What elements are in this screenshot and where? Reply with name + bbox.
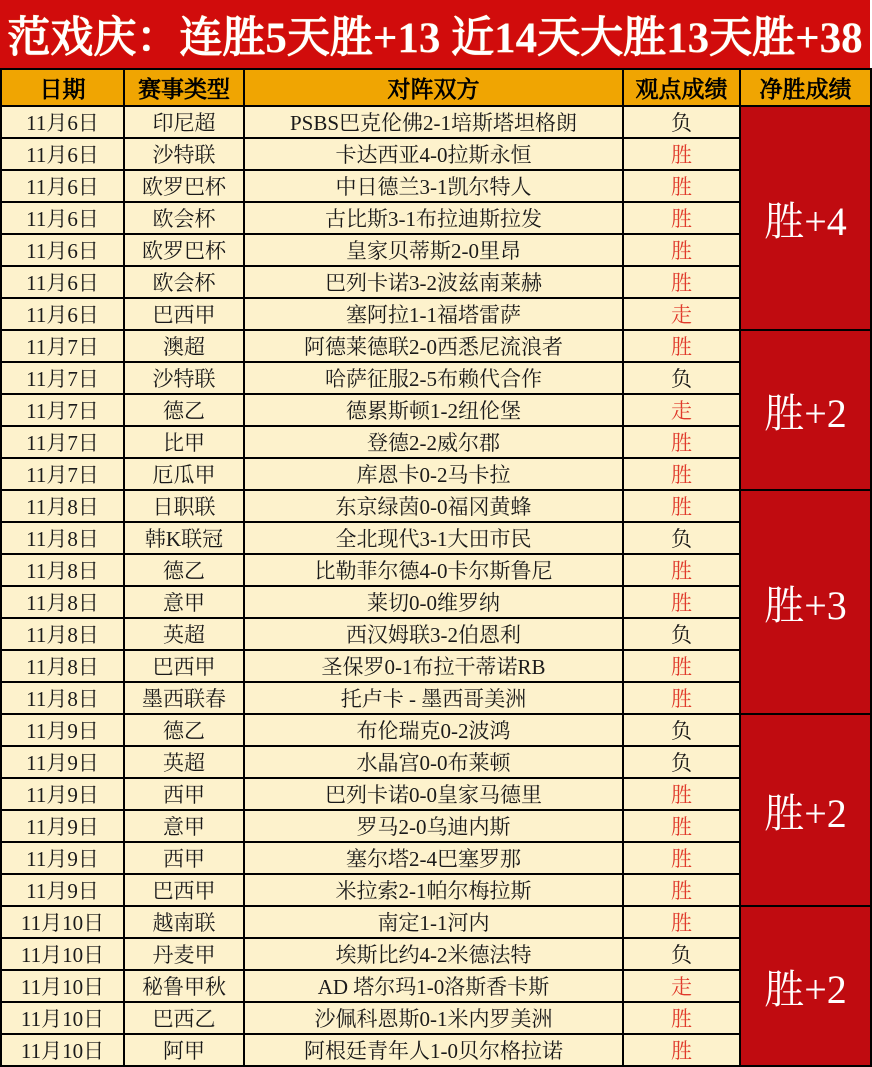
result-cell: 胜: [623, 234, 740, 266]
date-cell: 11月10日: [1, 970, 124, 1002]
table-row: [1, 714, 871, 746]
result-cell: 负: [623, 522, 740, 554]
result-cell: 胜: [623, 202, 740, 234]
league-cell: 沙特联: [124, 138, 244, 170]
match-cell: AD 塔尔玛1-0洛斯香卡斯: [244, 970, 623, 1002]
result-cell: 胜: [623, 554, 740, 586]
match-cell: 皇家贝蒂斯2-0里昂: [244, 234, 623, 266]
league-cell: 欧会杯: [124, 202, 244, 234]
column-header-match: 对阵双方: [244, 69, 623, 106]
match-cell: 卡达西亚4-0拉斯永恒: [244, 138, 623, 170]
match-cell: 巴列卡诺3-2波兹南莱赫: [244, 266, 623, 298]
date-cell: 11月10日: [1, 906, 124, 938]
column-header-date: 日期: [1, 69, 124, 106]
result-cell: 胜: [623, 810, 740, 842]
date-cell: 11月8日: [1, 650, 124, 682]
league-cell: 比甲: [124, 426, 244, 458]
league-cell: 墨西联春: [124, 682, 244, 714]
league-cell: 德乙: [124, 394, 244, 426]
league-cell: 西甲: [124, 842, 244, 874]
date-cell: 11月6日: [1, 106, 124, 138]
league-cell: 巴西乙: [124, 1002, 244, 1034]
match-cell: 库恩卡0-2马卡拉: [244, 458, 623, 490]
match-cell: 圣保罗0-1布拉干蒂诺RB: [244, 650, 623, 682]
result-cell: 负: [623, 618, 740, 650]
result-cell: 胜: [623, 266, 740, 298]
result-cell: 负: [623, 106, 740, 138]
match-cell: 阿根廷青年人1-0贝尔格拉诺: [244, 1034, 623, 1066]
date-cell: 11月7日: [1, 426, 124, 458]
league-cell: 秘鲁甲秋: [124, 970, 244, 1002]
result-cell: 走: [623, 970, 740, 1002]
league-cell: 意甲: [124, 810, 244, 842]
match-cell: 巴列卡诺0-0皇家马德里: [244, 778, 623, 810]
league-cell: 日职联: [124, 490, 244, 522]
league-cell: 英超: [124, 618, 244, 650]
date-cell: 11月6日: [1, 170, 124, 202]
date-cell: 11月9日: [1, 778, 124, 810]
league-cell: 德乙: [124, 714, 244, 746]
result-cell: 胜: [623, 842, 740, 874]
match-cell: 布伦瑞克0-2波鸿: [244, 714, 623, 746]
record-table-header: [1, 69, 871, 106]
match-cell: 东京绿茵0-0福冈黄蜂: [244, 490, 623, 522]
league-cell: 阿甲: [124, 1034, 244, 1066]
date-cell: 11月6日: [1, 234, 124, 266]
date-cell: 11月8日: [1, 522, 124, 554]
date-cell: 11月9日: [1, 746, 124, 778]
result-cell: 负: [623, 362, 740, 394]
match-cell: 沙佩科恩斯0-1米内罗美洲: [244, 1002, 623, 1034]
column-header-league: 赛事类型: [124, 69, 244, 106]
league-cell: 印尼超: [124, 106, 244, 138]
league-cell: 巴西甲: [124, 874, 244, 906]
table-row: [1, 106, 871, 138]
match-cell: 德累斯顿1-2纽伦堡: [244, 394, 623, 426]
column-header-net: 净胜成绩: [740, 69, 871, 106]
match-cell: 托卢卡 - 墨西哥美洲: [244, 682, 623, 714]
match-cell: 莱切0-0维罗纳: [244, 586, 623, 618]
table-row: [1, 490, 871, 522]
match-cell: 塞阿拉1-1福塔雷萨: [244, 298, 623, 330]
match-cell: 水晶宫0-0布莱顿: [244, 746, 623, 778]
match-cell: 罗马2-0乌迪内斯: [244, 810, 623, 842]
record-table-body: [1, 106, 871, 1066]
result-cell: 胜: [623, 458, 740, 490]
result-cell: 负: [623, 714, 740, 746]
date-cell: 11月7日: [1, 458, 124, 490]
date-cell: 11月6日: [1, 138, 124, 170]
league-cell: 韩K联冠: [124, 522, 244, 554]
match-cell: 米拉索2-1帕尔梅拉斯: [244, 874, 623, 906]
table-row: [1, 906, 871, 938]
result-cell: 走: [623, 298, 740, 330]
date-cell: 11月10日: [1, 938, 124, 970]
net-result-cell: 胜+2: [740, 330, 871, 490]
result-cell: 胜: [623, 426, 740, 458]
league-cell: 巴西甲: [124, 650, 244, 682]
result-cell: 胜: [623, 138, 740, 170]
league-cell: 丹麦甲: [124, 938, 244, 970]
result-cell: 胜: [623, 778, 740, 810]
date-cell: 11月6日: [1, 266, 124, 298]
net-result-cell: 胜+3: [740, 490, 871, 714]
league-cell: 厄瓜甲: [124, 458, 244, 490]
date-cell: 11月8日: [1, 586, 124, 618]
result-cell: 胜: [623, 586, 740, 618]
match-cell: 埃斯比约4-2米德法特: [244, 938, 623, 970]
date-cell: 11月8日: [1, 554, 124, 586]
date-cell: 11月9日: [1, 842, 124, 874]
league-cell: 澳超: [124, 330, 244, 362]
result-cell: 胜: [623, 906, 740, 938]
date-cell: 11月8日: [1, 490, 124, 522]
match-cell: 阿德莱德联2-0西悉尼流浪者: [244, 330, 623, 362]
league-cell: 越南联: [124, 906, 244, 938]
result-cell: 负: [623, 938, 740, 970]
result-cell: 走: [623, 394, 740, 426]
result-cell: 胜: [623, 170, 740, 202]
result-cell: 胜: [623, 650, 740, 682]
league-cell: 德乙: [124, 554, 244, 586]
league-cell: 英超: [124, 746, 244, 778]
league-cell: 欧罗巴杯: [124, 234, 244, 266]
date-cell: 11月9日: [1, 874, 124, 906]
match-cell: 古比斯3-1布拉迪斯拉发: [244, 202, 623, 234]
date-cell: 11月7日: [1, 362, 124, 394]
net-result-cell: 胜+4: [740, 106, 871, 330]
result-cell: 胜: [623, 330, 740, 362]
match-cell: PSBS巴克伦佛2-1培斯塔坦格朗: [244, 106, 623, 138]
match-cell: 全北现代3-1大田市民: [244, 522, 623, 554]
result-cell: 胜: [623, 490, 740, 522]
league-cell: 意甲: [124, 586, 244, 618]
date-cell: 11月8日: [1, 682, 124, 714]
match-cell: 哈萨征服2-5布赖代合作: [244, 362, 623, 394]
result-cell: 胜: [623, 682, 740, 714]
match-cell: 登德2-2威尔郡: [244, 426, 623, 458]
league-cell: 巴西甲: [124, 298, 244, 330]
match-cell: 比勒菲尔德4-0卡尔斯鲁尼: [244, 554, 623, 586]
match-cell: 西汉姆联3-2伯恩利: [244, 618, 623, 650]
league-cell: 沙特联: [124, 362, 244, 394]
result-cell: 胜: [623, 1034, 740, 1066]
column-header-result: 观点成绩: [623, 69, 740, 106]
table-row: [1, 330, 871, 362]
date-cell: 11月8日: [1, 618, 124, 650]
match-cell: 塞尔塔2-4巴塞罗那: [244, 842, 623, 874]
league-cell: 欧会杯: [124, 266, 244, 298]
league-cell: 欧罗巴杯: [124, 170, 244, 202]
net-result-cell: 胜+2: [740, 906, 871, 1066]
date-cell: 11月10日: [1, 1034, 124, 1066]
date-cell: 11月10日: [1, 1002, 124, 1034]
result-cell: 负: [623, 746, 740, 778]
result-cell: 胜: [623, 1002, 740, 1034]
match-cell: 中日德兰3-1凯尔特人: [244, 170, 623, 202]
header-row: [1, 69, 871, 106]
net-result-cell: 胜+2: [740, 714, 871, 906]
date-cell: 11月7日: [1, 330, 124, 362]
record-table: [0, 68, 872, 1067]
result-cell: 胜: [623, 874, 740, 906]
date-cell: 11月9日: [1, 810, 124, 842]
date-cell: 11月7日: [1, 394, 124, 426]
date-cell: 11月6日: [1, 298, 124, 330]
league-cell: 西甲: [124, 778, 244, 810]
match-cell: 南定1-1河内: [244, 906, 623, 938]
date-cell: 11月9日: [1, 714, 124, 746]
banner-title: 范戏庆：连胜5天胜+13 近14天大胜13天胜+38: [0, 0, 870, 68]
date-cell: 11月6日: [1, 202, 124, 234]
